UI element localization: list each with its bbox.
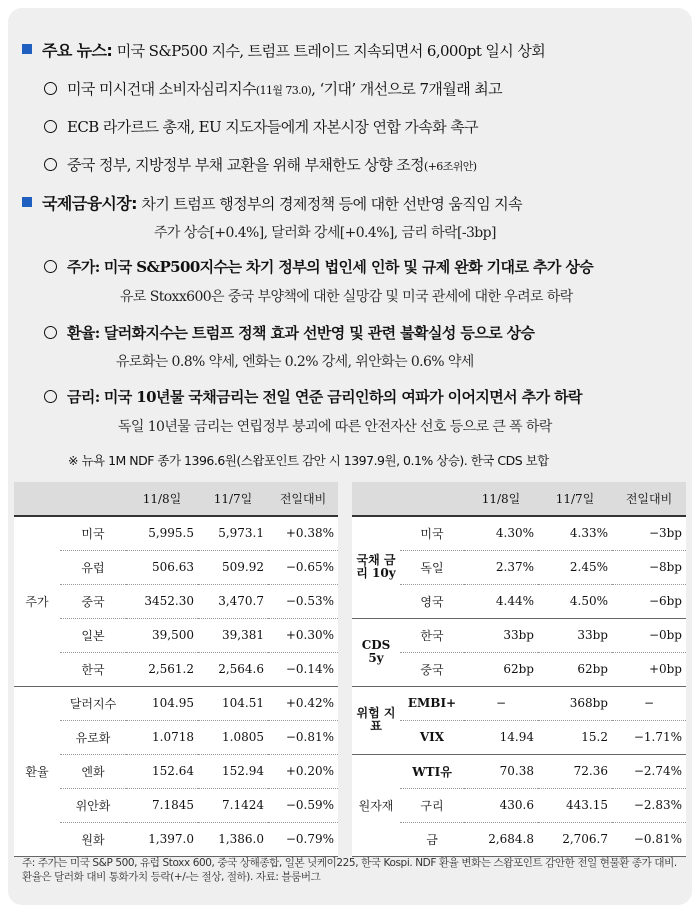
table-row: 일본 39,500 39,381 +0.30% [14, 618, 338, 652]
ndf-notice: ※ 뉴욕 1M NDF 종가 1396.6원(스왑포인트 감안 시 1397.9원, 0.1% 상승). 한국 CDS 보합 [68, 453, 549, 468]
section-fx-sub: 유로화는 0.8% 약세, 엔화는 0.2% 강세, 위안화는 0.6% 약세 [116, 354, 474, 370]
group-label: 원자재 [352, 754, 400, 856]
table-header-row: 11/8일 11/7일 전일대비 [352, 482, 686, 516]
group-label: 위험 지표 [352, 686, 400, 754]
table-row: 엔화 152.64 152.94 +0.20% [14, 754, 338, 788]
table-row: 유로화 1.0718 1.0805 −0.81% [14, 720, 338, 754]
group-label: CDS 5y [352, 618, 400, 686]
group-label: 주가 [14, 516, 60, 686]
group-label: 환율 [14, 686, 60, 856]
intl-market-line [22, 191, 522, 214]
left-market-table [14, 482, 338, 857]
main-news-text: 미국 S&P500 지수, 트럼프 트레이드 지속되면서 6,000pt 일시 상회 [116, 42, 546, 60]
briefing-card [8, 8, 692, 905]
circle-bullet-icon [44, 120, 57, 133]
table-row: 구리 430.6 443.15 −2.83% [352, 788, 686, 822]
circle-bullet-icon [44, 158, 57, 171]
table-row: 원화 1,397.0 1,386.0 −0.79% [14, 822, 338, 856]
circle-bullet-icon [44, 260, 57, 273]
news-item: 중국 정부, 지방정부 부채 교환을 위해 부채한도 상향 조정(+6조위안) [44, 154, 476, 175]
table-row: VIX 14.94 15.2 −1.71% [352, 720, 686, 754]
table-row: 한국 2,561.2 2,564.6 −0.14% [14, 652, 338, 686]
section-rates: 금리: 미국 10년물 국채금리는 전일 연준 금리인하의 여파가 이어지면서 추가 하락 [44, 386, 582, 407]
intl-market-label: 국제금융시장: [42, 194, 137, 213]
section-rates-sub: 독일 10년물 금리는 연립정부 붕괴에 따른 안전자산 선호 등으로 큰 폭 하락 [118, 419, 552, 435]
table-row: 주가 미국 5,995.5 5,973.1 +0.38% [14, 516, 338, 550]
table-row: 중국 62bp 62bp +0bp [352, 652, 686, 686]
main-news-label: 주요 뉴스: [42, 41, 113, 60]
square-bullet-icon [22, 44, 32, 54]
table-row: 중국 3452.30 3,470.7 −0.53% [14, 584, 338, 618]
table-header-row: 11/8일 11/7일 전일대비 [14, 482, 338, 516]
right-market-table [352, 482, 686, 857]
section-stocks-sub: 유로 Stoxx600은 중국 부양책에 대한 실망감 및 미국 관세에 대한 우려로 하락 [120, 289, 573, 305]
group-label: 국채 금리 10y [352, 516, 400, 618]
intl-market-text: 차기 트럼프 행정부의 경제정책 등에 대한 선반영 움직임 지속 [141, 195, 523, 213]
table-row: CDS 5y 한국 33bp 33bp −0bp [352, 618, 686, 652]
intl-market-sub: 주가 상승[+0.4%], 달러화 강세[+0.4%], 금리 하락[-3bp] [154, 225, 496, 241]
table-row: 영국 4.44% 4.50% −6bp [352, 584, 686, 618]
table-row: 독일 2.37% 2.45% −8bp [352, 550, 686, 584]
news-item: ECB 라가르드 총재, EU 지도자들에게 자본시장 연합 가속화 촉구 [44, 116, 478, 137]
table-row: 위험 지표 EMBI+ − 368bp − [352, 686, 686, 720]
footnote: 주: 주가는 미국 S&P 500, 유럽 Stoxx 600, 중국 상해종합, 일본 닛케이225, 한국 Kospi. NDF 환율 변화는 스왑포인트 감안한 전일 현물환 종가 대비. 환율은 달러화 대비 통화가치 등락(+/-는 절상, 절하). 자료: 블룸버그 [22, 857, 677, 883]
table-row: 환율 달러지수 104.95 104.51 +0.42% [14, 686, 338, 720]
section-fx: 환율: 달러화지수는 트럼프 정책 효과 선반영 및 관련 불확실성 등으로 상승 [44, 322, 534, 343]
table-row: 유럽 506.63 509.92 −0.65% [14, 550, 338, 584]
news-item: 미국 미시건대 소비자심리지수(11월 73.0), ‘기대’ 개선으로 7개월래 최고 [44, 78, 502, 99]
table-row: 위안화 7.1845 7.1424 −0.59% [14, 788, 338, 822]
table-row: 국채 금리 10y 미국 4.30% 4.33% −3bp [352, 516, 686, 550]
circle-bullet-icon [44, 390, 57, 403]
table-row: 원자재 WTI유 70.38 72.36 −2.74% [352, 754, 686, 788]
section-stocks: 주가: 미국 S&P500지수는 차기 정부의 법인세 인하 및 규제 완화 기대로 추가 상승 [44, 256, 593, 277]
table-row: 금 2,684.8 2,706.7 −0.81% [352, 822, 686, 856]
main-news-line [22, 38, 545, 61]
circle-bullet-icon [44, 82, 57, 95]
square-bullet-icon [22, 197, 32, 207]
circle-bullet-icon [44, 326, 57, 339]
